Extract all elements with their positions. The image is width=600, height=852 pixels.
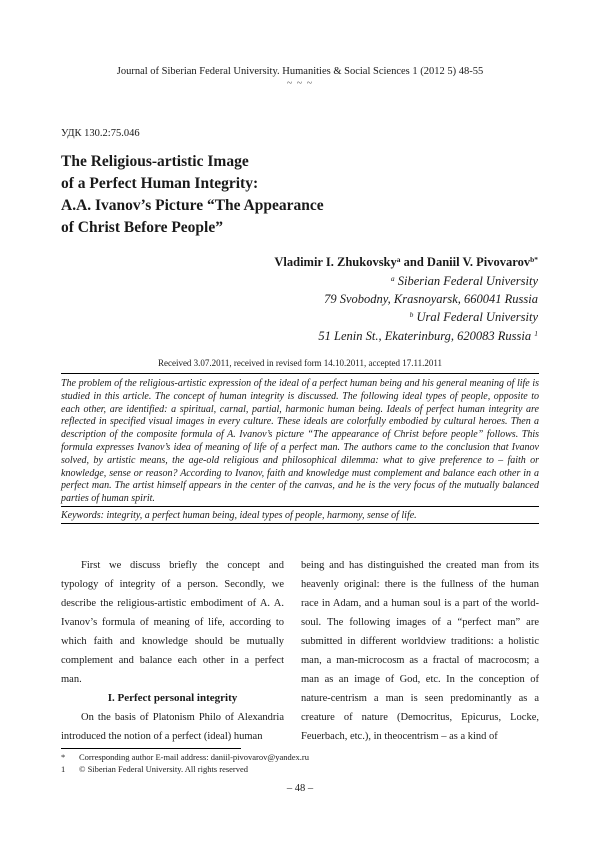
abstract-box bbox=[61, 373, 539, 524]
author-list bbox=[274, 255, 538, 270]
affiliation-line: $^a$ Siberian Federal University bbox=[390, 274, 538, 288]
body-column-right bbox=[301, 556, 539, 746]
title-line: The Religious-artistic Image bbox=[61, 153, 249, 170]
author-name: Vladimir I. Zhukovsky bbox=[274, 255, 397, 269]
footnote: 1 © Siberian Federal University. All rights reserved bbox=[61, 764, 249, 774]
body-paragraph: On the basis of Platonism Philo of Alexandria introduced the notion of a perfect (ideal) human bbox=[61, 712, 284, 742]
title-line: A.A. Ivanov’s Picture “The Appearance bbox=[61, 197, 324, 214]
section-heading: I. Perfect personal integrity bbox=[107, 692, 238, 704]
title-line: of a Perfect Human Integrity: bbox=[61, 175, 259, 192]
affiliation-mark: b bbox=[409, 310, 414, 319]
author-affiliation-mark: a bbox=[396, 255, 401, 264]
affiliation-mark: a bbox=[390, 274, 395, 283]
affiliation-line: 79 Svobodny, Krasnoyarsk, 660041 Russia bbox=[324, 292, 538, 306]
header-divider: ~ ~ ~ bbox=[286, 78, 314, 89]
article-title bbox=[61, 151, 481, 239]
affiliation-line: 51 Lenin St., Ekaterinburg, 620083 Russia $^1$ bbox=[318, 329, 538, 343]
author-connector: and bbox=[400, 255, 427, 269]
author-name: Daniil V. Pivovarov bbox=[426, 255, 531, 269]
keywords: Keywords: integrity, a perfect human being, ideal types of people, harmony, sense of life. bbox=[61, 506, 539, 523]
affiliation-line: $^b$ Ural Federal University bbox=[409, 310, 538, 324]
footnote-mark: 1 bbox=[61, 764, 66, 774]
footnote: * Corresponding author E-mail address: daniil-pivovarov@yandex.ru bbox=[61, 752, 309, 762]
abstract-text: The problem of the religious-artistic expression of the ideal of a perfect human being and his general meaning of life is studied in this article. The concept of human integrity is discussed. The following ideal types of people, opposite to each other, are identified: a spiritual, carnal, partial, harmonic human being. Ideals of perfect human integrity are reflected in specified visual images in every culture. These ideals are colorfully embodied by cultural heroes. Then a description of the composite formula of A. Ivanov’s picture “The appearance of Christ before people” follows. This formula expresses Ivanov’s idea of meaning of life of a perfect man. The authors came to the conclusion that Ivanov solved, by artistic means, the age-old religious and philosophical dilemma: what to give preference to – faith or knowledge, sense or reason? According to Ivanov, faith and knowledge must complement and balance each other in a perfect man. The artist himself appears in the center of the canvas, and he is the very focus of the mutually balanced parties of human spirit. bbox=[61, 378, 539, 505]
author-affiliation-mark: b* bbox=[530, 255, 538, 264]
body-paragraph: First we discuss briefly the concept and typology of integrity of a person. Secondly, we describe the religious-artistic embodiment of A. A. Ivanov’s formula of meaning of life, according to which faith and knowledge should be mutually complement and balance each other in a perfect man. bbox=[61, 560, 284, 685]
udc-code: УДК 130.2:75.046 bbox=[61, 128, 140, 139]
footnote-rule bbox=[61, 748, 241, 749]
affiliation-mark: 1 bbox=[534, 329, 538, 338]
journal-header: Journal of Siberian Federal University. Humanities & Social Sciences 1 (2012 5) 48-55 bbox=[116, 66, 484, 77]
footnote-mark: * bbox=[61, 752, 66, 762]
page-number: – 48 – bbox=[286, 783, 314, 794]
title-line: of Christ Before People” bbox=[61, 219, 223, 236]
received-dates: Received 3.07.2011, received in revised form 14.10.2011, accepted 17.11.2011 bbox=[157, 358, 443, 368]
body-paragraph: being and has distinguished the created man from its heavenly original: there is the fullness of the human race in Adam, and a human soul is a part of the world-soul. The following images of a “perfect man” are submitted in different worldview traditions: a holistic man, a man-microcosm as a fractal of macrocosm; a man as an image of God, etc. In the conception of nature-centrism a man is seen predominantly as a creature of nature (Democritus, Epicurus, Locke, Feuerbach, etc.), in theocentrism – as a kind of bbox=[301, 560, 539, 742]
body-column-left bbox=[61, 556, 284, 746]
